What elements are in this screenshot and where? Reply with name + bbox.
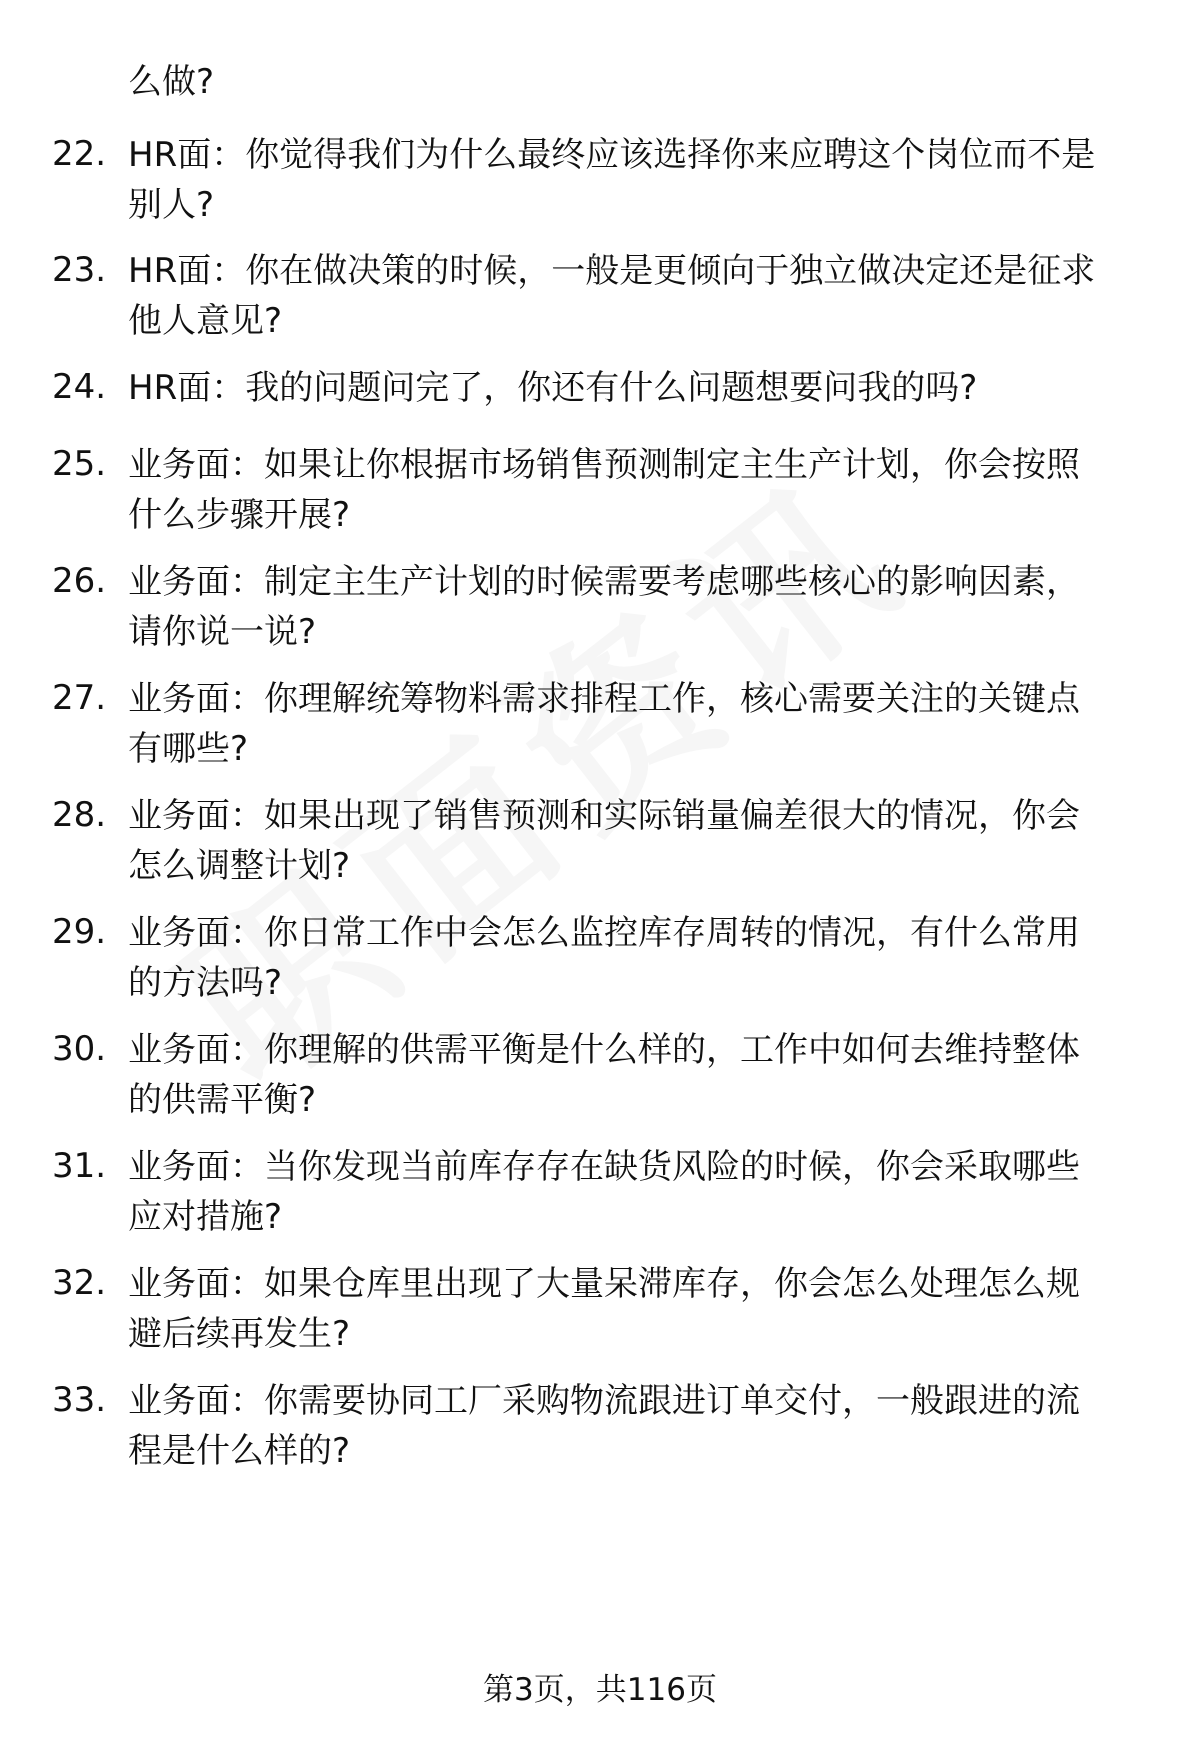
item-line: 业务面：你需要协同工厂采购物流跟进订单交付，一般跟进的流	[128, 1381, 1080, 1421]
item-text	[128, 1376, 1158, 1476]
item-text	[128, 1259, 1158, 1359]
item-line: 业务面：如果让你根据市场销售预测制定主生产计划，你会按照	[128, 445, 1080, 485]
item-line: 的供需平衡?	[128, 1080, 317, 1120]
item-number: 26.	[52, 561, 107, 601]
item-line: 程是什么样的?	[128, 1431, 351, 1471]
item-text	[128, 674, 1158, 774]
item-number: 22.	[52, 134, 107, 174]
item-line: 应对措施?	[128, 1197, 283, 1237]
item-line: 怎么调整计划?	[128, 846, 351, 886]
item-line: 请你说一说?	[128, 612, 317, 652]
item-text	[128, 557, 1158, 657]
item-text	[128, 1142, 1158, 1242]
item-number: 24.	[52, 367, 107, 407]
item-line: 业务面：你理解的供需平衡是什么样的，工作中如何去维持整体	[128, 1030, 1080, 1070]
item-line: 业务面：如果出现了销售预测和实际销量偏差很大的情况，你会	[128, 796, 1080, 836]
item-text	[128, 908, 1158, 1008]
item-number: 31.	[52, 1146, 107, 1186]
item-text	[128, 130, 1158, 230]
item-line: HR面：你在做决策的时候，一般是更倾向于独立做决定还是征求	[128, 251, 1096, 291]
item-number: 30.	[52, 1029, 107, 1069]
item-line: 避后续再发生?	[128, 1314, 351, 1354]
page-footer: 第3页，共116页	[483, 1672, 717, 1708]
continuation-text: 么做?	[128, 62, 215, 102]
item-number: 32.	[52, 1263, 107, 1303]
item-text	[128, 1025, 1158, 1125]
item-text	[128, 440, 1158, 540]
item-number: 25.	[52, 444, 107, 484]
item-text	[128, 791, 1158, 891]
item-line: 业务面：你理解统筹物料需求排程工作，核心需要关注的关键点	[128, 679, 1080, 719]
item-number: 29.	[52, 912, 107, 952]
item-line: 什么步骤开展?	[128, 495, 351, 535]
item-text	[128, 246, 1158, 346]
item-line: 的方法吗?	[128, 963, 283, 1003]
item-line: 业务面：如果仓库里出现了大量呆滞库存，你会怎么处理怎么规	[128, 1264, 1080, 1304]
item-number: 23.	[52, 250, 107, 290]
item-number: 28.	[52, 795, 107, 835]
item-line: HR面：你觉得我们为什么最终应该选择你来应聘这个岗位而不是	[128, 135, 1096, 175]
item-line: 业务面：当你发现当前库存存在缺货风险的时候，你会采取哪些	[128, 1147, 1080, 1187]
item-line: HR面：我的问题问完了，你还有什么问题想要问我的吗?	[128, 368, 978, 408]
item-line: 业务面：制定主生产计划的时候需要考虑哪些核心的影响因素，	[128, 562, 1080, 602]
item-line: 他人意见?	[128, 301, 283, 341]
item-line: 有哪些?	[128, 729, 249, 769]
item-number: 27.	[52, 678, 107, 718]
item-number: 33.	[52, 1380, 107, 1420]
item-line: 别人?	[128, 185, 215, 225]
item-text	[128, 363, 1158, 413]
item-line: 业务面：你日常工作中会怎么监控库存周转的情况，有什么常用	[128, 913, 1080, 953]
